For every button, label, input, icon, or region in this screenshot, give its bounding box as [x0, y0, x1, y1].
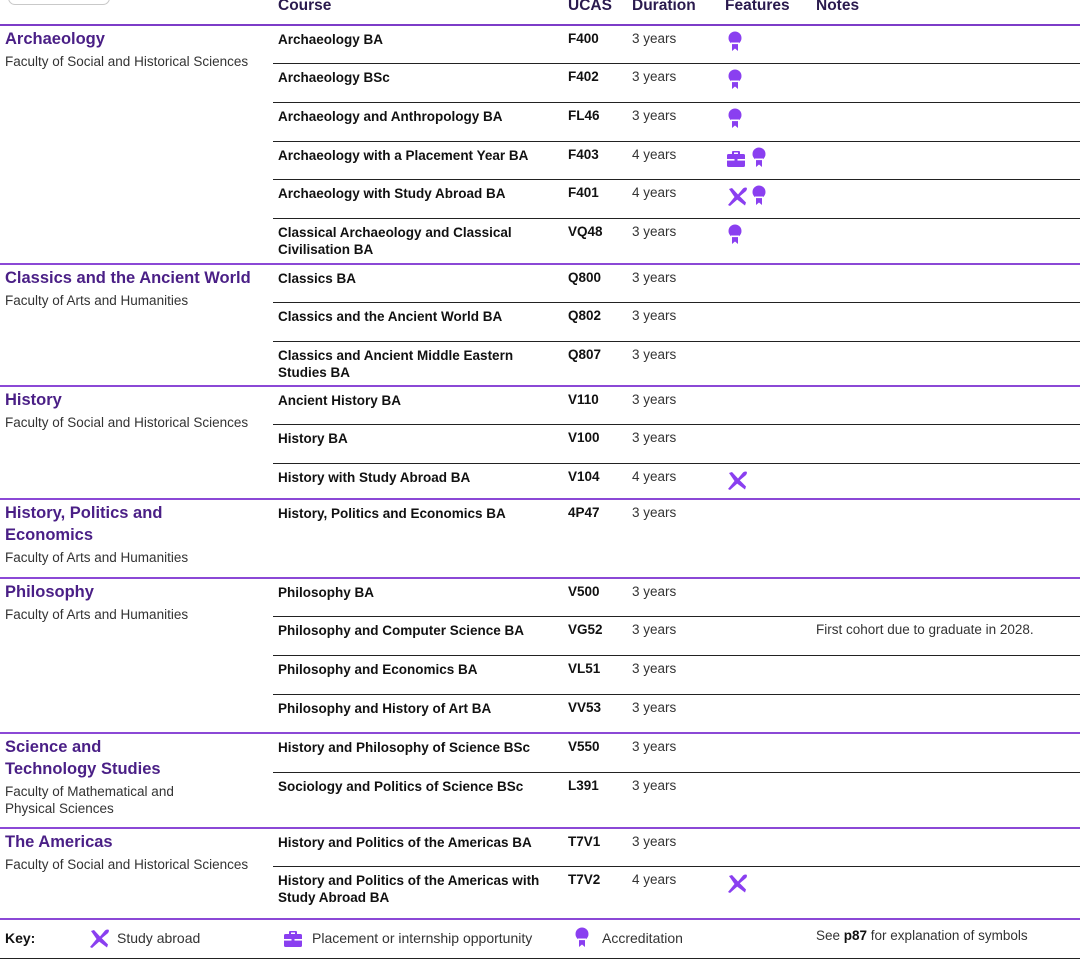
course-name[interactable]: Archaeology and Anthropology BA	[278, 109, 503, 124]
key-note	[816, 928, 1028, 943]
course-row[interactable]	[273, 655, 1080, 694]
course-name[interactable]: History with Study Abroad BA	[278, 470, 471, 485]
features	[725, 872, 745, 894]
ucas-code: VL51	[568, 661, 601, 676]
duration: 3 years	[632, 392, 677, 407]
course-name[interactable]: Philosophy and History of Art BA	[278, 701, 492, 716]
key-accreditation-label: Accreditation	[602, 930, 683, 946]
course-name[interactable]: Classical Archaeology and Classical Civilisation BA	[278, 225, 512, 257]
duration: 3 years	[632, 108, 677, 123]
accreditation-icon	[749, 147, 769, 169]
faculty-name: Faculty of Mathematical and Physical Sciences	[5, 784, 174, 816]
accreditation-icon	[725, 69, 745, 91]
header-ucas: UCAS	[568, 0, 612, 14]
course-name[interactable]: Philosophy and Economics BA	[278, 662, 478, 677]
ucas-code: 4P47	[568, 505, 600, 520]
course-row[interactable]	[273, 25, 1080, 63]
key-label: Key:	[5, 930, 36, 946]
course-name[interactable]: Sociology and Politics of Science BSc	[278, 779, 524, 794]
ucas-code: L391	[568, 778, 599, 793]
course-row[interactable]	[273, 772, 1080, 828]
course-row[interactable]	[273, 578, 1080, 616]
course-name[interactable]: Archaeology BSc	[278, 70, 390, 85]
accreditation-icon	[572, 927, 592, 949]
subject-title: Archaeology	[5, 30, 105, 48]
course-row[interactable]	[273, 302, 1080, 341]
ucas-code: VG52	[568, 622, 603, 637]
ucas-code: FL46	[568, 108, 600, 123]
course-name[interactable]: History and Politics of the Americas BA	[278, 835, 532, 850]
key-study-abroad	[87, 927, 200, 949]
features	[725, 108, 745, 130]
duration: 4 years	[632, 469, 677, 484]
study-abroad-icon	[725, 469, 745, 491]
faculty-name: Faculty of Social and Historical Sciences	[5, 415, 249, 430]
course-row[interactable]	[273, 264, 1080, 302]
ucas-code: V550	[568, 739, 600, 754]
ucas-code: V100	[568, 430, 600, 445]
placement-icon	[725, 147, 745, 169]
key-study-abroad-label: Study abroad	[117, 930, 201, 946]
course-row[interactable]	[273, 694, 1080, 732]
course-name[interactable]: History and Politics of the Americas with Study Abroad BA	[278, 873, 540, 905]
duration: 3 years	[632, 430, 677, 445]
course-name[interactable]: Classics BA	[278, 271, 357, 286]
duration: 3 years	[632, 347, 677, 362]
faculty-name: Faculty of Arts and Humanities	[5, 293, 189, 308]
ucas-code: Q800	[568, 270, 602, 285]
features	[725, 469, 745, 491]
key-legend	[0, 918, 1080, 959]
course-name[interactable]: Classics and Ancient Middle Eastern Studies BA	[278, 348, 514, 380]
course-name[interactable]: Archaeology with a Placement Year BA	[278, 148, 529, 163]
features	[725, 185, 769, 207]
ucas-code: VQ48	[568, 224, 603, 239]
duration: 3 years	[632, 622, 677, 637]
duration: 3 years	[632, 700, 677, 715]
accreditation-icon	[749, 185, 769, 207]
course-row[interactable]	[273, 828, 1080, 866]
key-note-page-link[interactable]: p87	[843, 928, 868, 943]
ucas-code: V500	[568, 584, 600, 599]
duration: 3 years	[632, 69, 677, 84]
course-row[interactable]	[273, 63, 1080, 102]
duration: 3 years	[632, 661, 677, 676]
key-note-suffix: for explanation of symbols	[867, 928, 1028, 943]
placement-icon	[282, 927, 302, 949]
accreditation-icon	[725, 108, 745, 130]
features	[725, 31, 745, 53]
course-name[interactable]: Philosophy BA	[278, 585, 375, 600]
key-accreditation	[572, 927, 683, 949]
duration: 4 years	[632, 147, 677, 162]
duration: 3 years	[632, 584, 677, 599]
key-placement-label: Placement or internship opportunity	[312, 930, 533, 946]
course-name[interactable]: History BA	[278, 431, 348, 446]
course-row[interactable]	[273, 386, 1080, 424]
duration: 3 years	[632, 505, 677, 520]
course-name[interactable]: Archaeology with Study Abroad BA	[278, 186, 506, 201]
ucas-code: F401	[568, 185, 599, 200]
subject-title: Science and Technology Studies	[5, 738, 161, 778]
header-features: Features	[725, 0, 790, 14]
course-row[interactable]	[273, 499, 1080, 578]
study-abroad-icon	[87, 927, 107, 949]
header-notes: Notes	[816, 0, 860, 14]
course-row[interactable]	[273, 866, 1080, 918]
course-row[interactable]	[273, 102, 1080, 141]
header-duration: Duration	[632, 0, 696, 14]
duration: 3 years	[632, 270, 677, 285]
header-course: Course	[278, 0, 332, 14]
ucas-code: V110	[568, 392, 599, 407]
ucas-code: T7V2	[568, 872, 601, 887]
ucas-code: F403	[568, 147, 599, 162]
ucas-code: Q807	[568, 347, 602, 362]
accreditation-icon	[725, 224, 745, 246]
course-row[interactable]	[273, 616, 1080, 655]
faculty-name: Faculty of Social and Historical Sciences	[5, 54, 249, 69]
duration: 3 years	[632, 31, 677, 46]
course-row[interactable]	[273, 179, 1080, 218]
ucas-code: VV53	[568, 700, 602, 715]
subject-title: History, Politics and Economics	[5, 504, 163, 544]
key-note-prefix: See	[816, 928, 844, 943]
course-note: First cohort due to graduate in 2028.	[816, 622, 1034, 637]
course-name[interactable]: Ancient History BA	[278, 393, 402, 408]
subject-title: Philosophy	[5, 583, 94, 601]
faculty-name: Faculty of Arts and Humanities	[5, 550, 189, 565]
course-name[interactable]: History and Philosophy of Science BSc	[278, 740, 531, 755]
faculty-name: Faculty of Arts and Humanities	[5, 607, 189, 622]
subject-title: The Americas	[5, 833, 113, 851]
ucas-code: V104	[568, 469, 600, 484]
duration: 3 years	[632, 778, 677, 793]
features	[725, 224, 745, 246]
duration: 3 years	[632, 308, 677, 323]
course-row[interactable]	[273, 218, 1080, 262]
subject-title: History	[5, 391, 62, 409]
ucas-code: T7V1	[568, 834, 601, 849]
duration: 4 years	[632, 185, 677, 200]
course-row[interactable]	[273, 733, 1080, 772]
features	[725, 69, 745, 91]
course-name[interactable]: Classics and the Ancient World BA	[278, 309, 503, 324]
ucas-code: F402	[568, 69, 599, 84]
course-name[interactable]: Archaeology BA	[278, 32, 384, 47]
accreditation-icon	[725, 31, 745, 53]
course-name[interactable]: History, Politics and Economics BA	[278, 506, 506, 521]
ucas-code: F400	[568, 31, 599, 46]
ucas-code: Q802	[568, 308, 602, 323]
duration: 3 years	[632, 739, 677, 754]
course-row[interactable]	[273, 341, 1080, 385]
features	[725, 147, 769, 169]
course-row[interactable]	[273, 424, 1080, 463]
key-placement	[282, 927, 532, 949]
subject-title: Classics and the Ancient World	[5, 269, 251, 287]
course-row[interactable]	[273, 463, 1080, 498]
table-header	[0, 0, 1080, 26]
duration: 3 years	[632, 834, 677, 849]
course-row[interactable]	[273, 141, 1080, 179]
faculty-name: Faculty of Social and Historical Sciences	[5, 857, 249, 872]
duration: 3 years	[632, 224, 677, 239]
study-abroad-icon	[725, 872, 745, 894]
study-abroad-icon	[725, 185, 745, 207]
duration: 4 years	[632, 872, 677, 887]
course-name[interactable]: Philosophy and Computer Science BA	[278, 623, 525, 638]
